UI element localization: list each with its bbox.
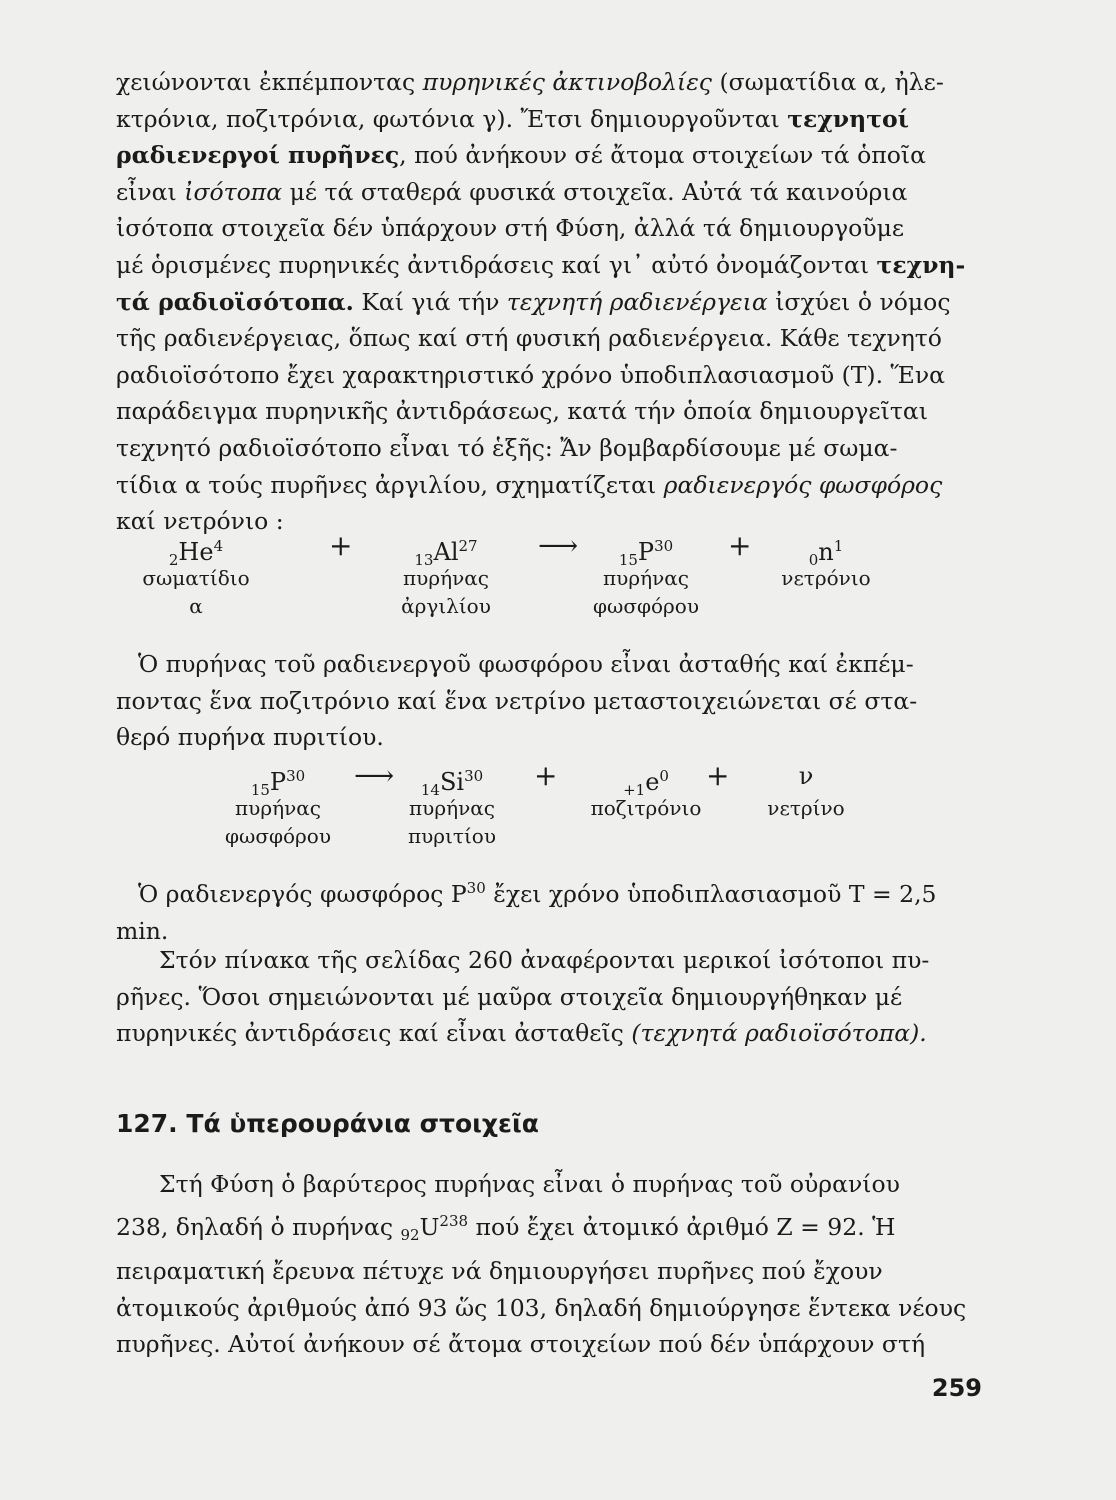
- reaction-arrow: ⟶: [538, 529, 579, 562]
- text-line: θερό πυρήνα πυριτίου.: [116, 723, 384, 752]
- plus-operator: +: [329, 529, 353, 562]
- nuclear-reaction-equation-2: [116, 758, 982, 853]
- text-line: πυρῆνες. Αὐτοί ἀνήκουν σέ ἄτομα στοιχείων πού δέν ὑπάρχουν στή: [116, 1330, 926, 1359]
- neutron-term: $_0n^1$ νετρόνιο: [781, 537, 871, 590]
- plus-operator: +: [706, 759, 730, 792]
- text-line: min.: [116, 916, 169, 945]
- paragraph-transuranium: [116, 1166, 982, 1363]
- page-number: 259: [931, 1374, 982, 1402]
- text-line: παράδειγμα πυρηνικῆς ἀντιδράσεως, κατά τήν ὁποία δημιουργεῖται: [116, 397, 928, 426]
- text-line: τά ραδιοϊσότοπα. Καί γιά τήν τεχνητή ραδιενέργεια ἰσχύει ὁ νόμος: [116, 287, 951, 316]
- text-line: Ὁ πυρήνας τοῦ ραδιενεργοῦ φωσφόρου εἶναι ἀσταθής καί ἐκπέμ-: [138, 650, 914, 678]
- text-line: μέ ὁρισμένες πυρηνικές ἀντιδράσεις καί γι᾽ αὐτό ὀνομάζονται τεχνη-: [116, 250, 966, 279]
- paragraph-table-reference: [116, 942, 982, 1052]
- plus-operator: +: [728, 529, 752, 562]
- text-line: ποντας ἕνα ποζιτρόνιο καί ἕνα νετρίνο μεταστοιχειώνεται σέ στα-: [116, 686, 918, 715]
- text-line: τίδια α τούς πυρῆνες ἀργιλίου, σχηματίζεται ραδιενεργός φωσφόρος: [116, 470, 943, 499]
- text-line: Στόν πίνακα τῆς σελίδας 260 ἀναφέρονται μερικοί ἰσότοποι πυ-: [159, 946, 930, 974]
- text-line: ρῆνες. Ὅσοι σημειώνονται μέ μαῦρα στοιχεῖα δημιουργήθηκαν μέ: [116, 982, 903, 1011]
- paragraph-half-life: [116, 870, 982, 949]
- phosphorus-nucleus-term: $_{15}P^{30}$ πυρήνας φωσφόρου: [225, 767, 331, 848]
- positron-term: $_{+1}e^0$ ποζιτρόνιο: [590, 767, 702, 820]
- neutrino-term: ν νετρίνο: [767, 762, 845, 820]
- text-line: εἶναι ἰσότοπα μέ τά σταθερά φυσικά στοιχεῖα. Αὐτά τά καινούρια: [116, 177, 908, 206]
- text-line: ἀτομικούς ἀριθμούς ἀπό 93 ὥς 103, δηλαδή δημιούργησε ἕντεκα νέους: [116, 1293, 967, 1322]
- text-line: χειώνονται ἐκπέμποντας πυρηνικές ἀκτινοβολίες (σωματίδια α, ἠλε-: [116, 68, 944, 96]
- text-line: ραδιοϊσότοπο ἔχει χαρακτηριστικό χρόνο ὑποδιπλασιασμοῦ (T). Ἕνα: [116, 360, 945, 389]
- paragraph-phosphorus-decay: [116, 646, 982, 756]
- aluminium-nucleus-term: $_{13}Al^{27}$ πυρήνας ἀργιλίου: [401, 537, 491, 618]
- reaction-arrow: ⟶: [354, 759, 395, 792]
- text-line: 238, δηλαδή ὁ πυρήνας $_{92}U^{238}$ πού ἔχει ἀτομικό ἀριθμό Z = 92. Ἡ: [116, 1211, 896, 1244]
- text-line: πειραματική ἔρευνα πέτυχε νά δημιουργήσει πυρῆνες πού ἔχουν: [116, 1257, 883, 1286]
- text-line: τῆς ραδιενέργειας, ὅπως καί στή φυσική ραδιενέργεια. Κάθε τεχνητό: [116, 324, 942, 353]
- section-heading: 127. Τά ὑπερουράνια στοιχεῖα: [116, 1109, 539, 1138]
- text-line: Στή Φύση ὁ βαρύτερος πυρήνας εἶναι ὁ πυρήνας τοῦ οὐρανίου: [159, 1170, 900, 1198]
- plus-operator: +: [534, 759, 558, 792]
- text-line: Ὁ ραδιενεργός φωσφόρος $P^{30}$ ἔχει χρόνο ὑποδιπλασιασμοῦ T = 2,5: [138, 879, 937, 908]
- text-line: τεχνητό ραδιοϊσότοπο εἶναι τό ἑξῆς: Ἄν βομβαρδίσουμε μέ σωμα-: [116, 433, 898, 462]
- paragraph-artificial-isotopes: [116, 64, 982, 540]
- text-line: κτρόνια, ποζιτρόνια, φωτόνια γ). Ἔτσι δημιουργοῦνται τεχνητοί: [116, 104, 910, 133]
- text-line: πυρηνικές ἀντιδράσεις καί εἶναι ἀσταθεῖς (τεχνητά ραδιοϊσότοπα).: [116, 1019, 927, 1048]
- alpha-particle-term: $_2He^4$ σωματίδιο α: [142, 537, 250, 618]
- text-line: καί νετρόνιο :: [116, 507, 284, 536]
- text-line: ἰσότοπα στοιχεῖα δέν ὑπάρχουν στή Φύση, ἀλλά τά δημιουργοῦμε: [116, 214, 905, 243]
- silicon-nucleus-term: $_{14}Si^{30}$ πυρήνας πυριτίου: [407, 767, 496, 848]
- text-line: ραδιενεργοί πυρῆνες, πού ἀνήκουν σέ ἄτομα στοιχείων τά ὁποῖα: [116, 141, 926, 170]
- phosphorus-nucleus-term: $_{15}P^{30}$ πυρήνας φωσφόρου: [593, 537, 699, 618]
- nuclear-reaction-equation-1: [116, 528, 982, 628]
